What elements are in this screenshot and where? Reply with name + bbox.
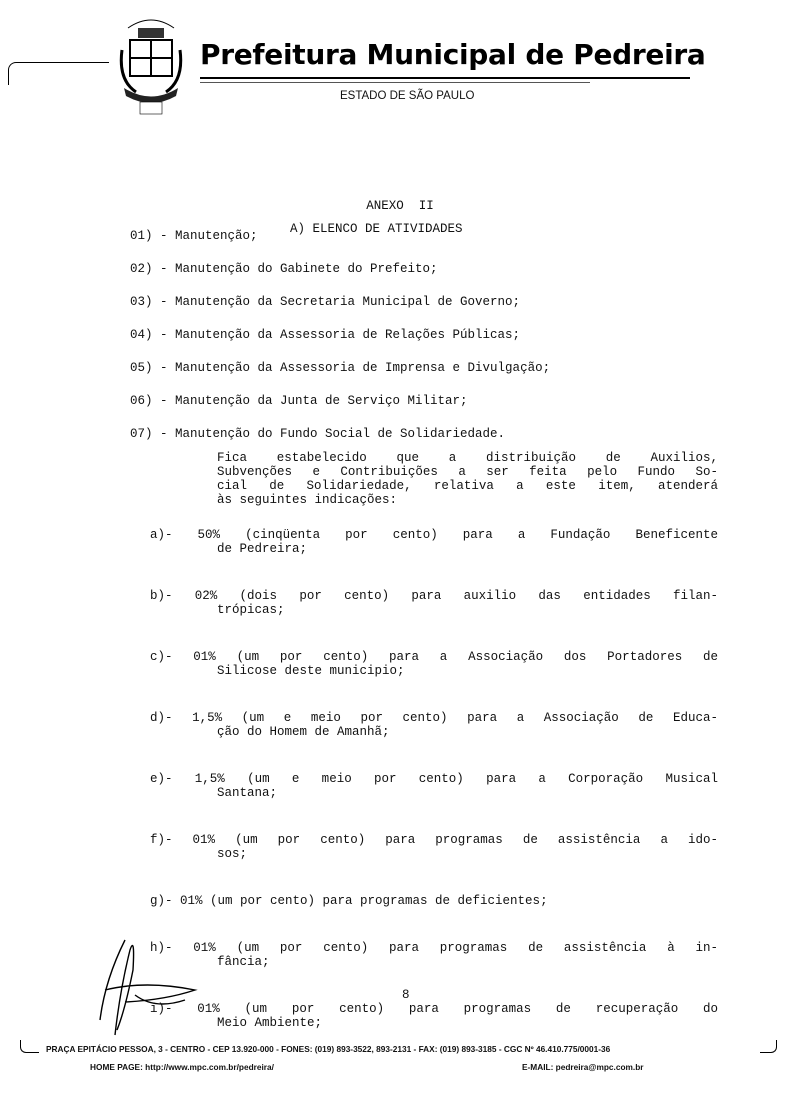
subitem-continuation: Santana; <box>217 786 278 800</box>
frame-corner <box>20 1040 39 1053</box>
subitem-line: i)- 01% (um por cento) para programas de recuperação do <box>150 1002 718 1016</box>
list-item: 07) - Manutenção do Fundo Social de Solidariedade. <box>130 427 506 441</box>
subitem-continuation: fância; <box>217 955 270 969</box>
footer-email: E-MAIL: pedreira@mpc.com.br <box>522 1062 644 1072</box>
page-number: 8 <box>402 988 410 1002</box>
subitem-line: c)- 01% (um por cento) para a Associação dos Portadores de <box>150 650 718 664</box>
annex-title: ANEXO II <box>366 199 434 213</box>
list-item: 02) - Manutenção do Gabinete do Prefeito; <box>130 262 438 276</box>
subitem-line: e)- 1,5% (um e meio por cento) para a Corporação Musical <box>150 772 718 786</box>
list-item: 01) - Manutenção; <box>130 229 258 243</box>
title-underline <box>200 82 590 83</box>
paragraph-line: Subvenções e Contribuições a ser feita pelo Fundo So- <box>217 465 718 479</box>
frame-corner <box>8 62 109 85</box>
subitem-line: b)- 02% (dois por cento) para auxilio das entidades filan- <box>150 589 718 603</box>
list-item: 04) - Manutenção da Assessoria de Relações Públicas; <box>130 328 521 342</box>
paragraph-line: cial de Solidariedade, relativa a este item, atenderá <box>217 479 718 493</box>
subitem-continuation: trópicas; <box>217 603 285 617</box>
footer-homepage: HOME PAGE: http://www.mpc.com.br/pedreira/ <box>90 1062 274 1072</box>
subitem-continuation: Silicose deste municipio; <box>217 664 405 678</box>
subitem-line: f)- 01% (um por cento) para programas de assistência a ido- <box>150 833 718 847</box>
paragraph-line: às seguintes indicações: <box>217 493 398 507</box>
subitem-line: g)- 01% (um por cento) para programas de deficientes; <box>150 894 548 908</box>
state-subtitle: ESTADO DE SÃO PAULO <box>340 90 475 102</box>
list-item: 03) - Manutenção da Secretaria Municipal de Governo; <box>130 295 521 309</box>
subitem-line: a)- 50% (cinqüenta por cento) para a Fundação Beneficente <box>150 528 718 542</box>
subitem-continuation: sos; <box>217 847 248 861</box>
municipality-title: Prefeitura Municipal de Pedreira <box>200 38 706 71</box>
list-item: 06) - Manutenção da Junta de Serviço Militar; <box>130 394 468 408</box>
paragraph-line: Fica estabelecido que a distribuição de Auxilios, <box>217 451 718 465</box>
annex-subtitle: A) ELENCO DE ATIVIDADES <box>290 222 463 236</box>
list-item: 05) - Manutenção da Assessoria de Imprensa e Divulgação; <box>130 361 551 375</box>
subitem-line: d)- 1,5% (um e meio por cento) para a Associação de Educa- <box>150 711 718 725</box>
footer-address: PRAÇA EPITÁCIO PESSOA, 3 - CENTRO - CEP 13.920-000 - FONES: (019) 893-3522, 893-2131 - FAX: (019) 893-3185 - CGC Nº 46.410.775/0001-36 <box>46 1044 611 1054</box>
subitem-continuation: Meio Ambiente; <box>217 1016 323 1030</box>
subitem-line: h)- 01% (um por cento) para programas de assistência à in- <box>150 941 718 955</box>
frame-corner <box>760 1040 777 1053</box>
subitem-continuation: de Pedreira; <box>217 542 308 556</box>
coat-of-arms-seal <box>116 10 186 120</box>
title-underline <box>200 77 690 79</box>
subitem-continuation: ção do Homem de Amanhã; <box>217 725 390 739</box>
